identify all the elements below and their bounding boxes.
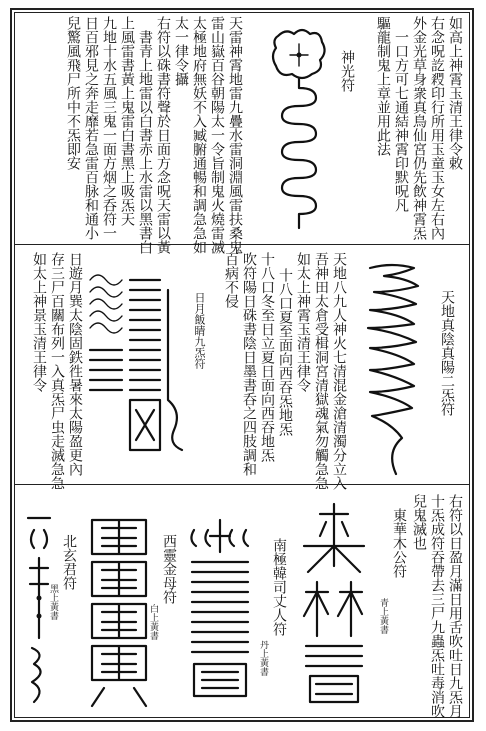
text-column: 存三尸百關布列一入真炁尸虫走滅急急	[49, 252, 65, 490]
text-column: 吹符陽日硃書陰日墨書呑之四肢調和	[241, 252, 257, 476]
talisman-title: 天地真陰真陽二炁符	[439, 290, 455, 416]
text-column: 右念呪訖𠮁印行所用玉童玉女左右內	[429, 16, 445, 240]
talisman-label: 南極韓司丈人符	[271, 538, 287, 636]
text-column: 日百邪見之奔走靡若急雷百脉和通小	[83, 16, 99, 240]
nan-ji-han-si-talisman	[184, 500, 256, 710]
bei-xuan-jun-talisman	[24, 508, 54, 708]
shen-guang-talisman	[268, 24, 330, 234]
talisman-label: 北玄君符	[61, 534, 77, 590]
panel-divider-bottom	[14, 484, 470, 485]
text-column: 雷山嶽百谷朝陽太一令旨制鬼火燒雷㓕	[209, 16, 225, 254]
text-column: 驅龍制鬼上章並用此法	[375, 16, 391, 156]
text-column: 外金光草身衆真鳥仙宮仍先飲神霄炁	[411, 16, 427, 240]
text-column: 如太上神霄玉清王律令	[295, 252, 311, 392]
yin-yang-qi-talisman	[356, 262, 428, 478]
text-column: 百病不侵	[223, 252, 239, 308]
text-column: 右符以硃書符聲於日面方念呪天雷以黃	[155, 16, 171, 254]
text-column: 上風雷書黃上鬼雷白書黑上吸炁天	[119, 16, 135, 226]
text-column: 一口方可七通結神霄印默呪凡	[393, 30, 409, 212]
text-column: 如高上神霄玉清王律令敕	[447, 16, 463, 170]
text-column: 十八口夏至面向西吞炁地炁	[277, 268, 293, 436]
text-column: 十炁成符吞帶去三尸九蟲炁吐毒消吹	[429, 494, 445, 718]
talisman-color-note: 丹上黃書	[258, 640, 268, 676]
talisman-label: 西靈金母符	[161, 534, 177, 604]
talisman-color-note: 青上黃書	[378, 598, 388, 634]
talisman-label: 日月飯睛九炁符	[193, 292, 206, 369]
talisman-color-note: 黑上黃書	[48, 584, 58, 620]
text-column: 太一律令攝	[173, 16, 189, 86]
text-column: 九地十水五風三鬼一面方烟之呑符一	[101, 16, 117, 240]
text-column: 如太上神景玉清王律令	[31, 252, 47, 392]
talisman-color-note: 白上黃書	[148, 604, 158, 640]
sun-moon-talisman	[86, 250, 190, 472]
talisman-label: 東華木公符	[391, 508, 407, 578]
text-column: 太極地府無妖不入臧腑通暢和調急急如	[191, 16, 207, 254]
text-column: 十八口冬至日立夏日面向西吞地炁	[259, 252, 275, 462]
text-column: 天雷神霄地雷九疊水雷洞淵風雷扶桑鬼	[227, 16, 243, 254]
talisman-label: 神光符	[339, 50, 355, 92]
text-column: 天地八九人神火七清混金滄清濁分立入	[331, 252, 347, 490]
text-column: 兒鬼滅也	[411, 494, 427, 550]
text-column: 兒驚風飛尸所中不炁即安	[65, 16, 81, 170]
text-column: 吾神田太倉受楫洞宮清獄魂氣勿觸急急	[313, 252, 329, 490]
text-column: 書青上地雷以白書赤上水雷以黑書白	[137, 30, 153, 254]
dong-hua-mu-gong-talisman	[296, 496, 372, 710]
text-column: 右符以日盈月滿日用舌吹吐日九炁月	[447, 494, 463, 718]
xi-ling-jin-mu-talisman	[84, 510, 154, 710]
text-column: 日遊月巽太陰固鉄徃暑來太陽盈更內	[67, 252, 83, 476]
